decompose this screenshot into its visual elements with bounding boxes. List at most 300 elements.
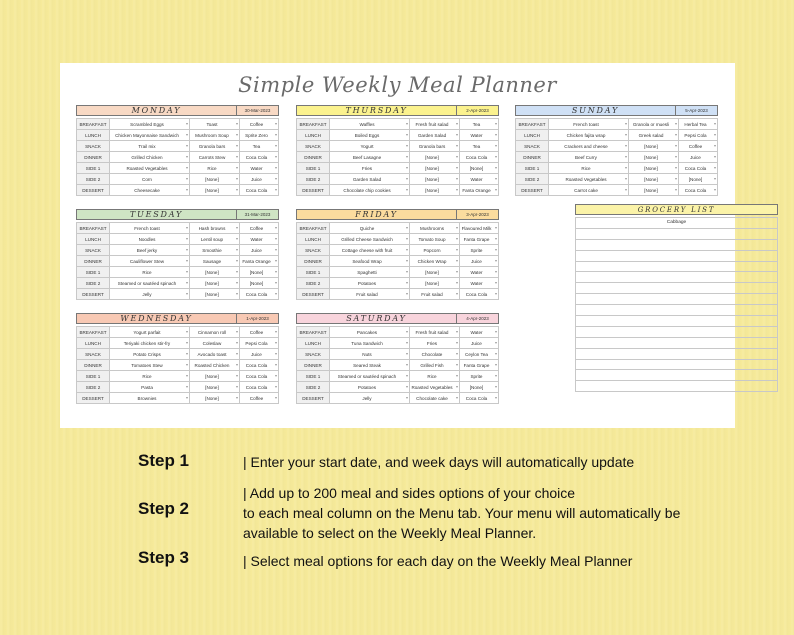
meal-label: BREAKFAST xyxy=(297,119,330,130)
meal-select-cell[interactable]: [None] ▾ xyxy=(629,174,679,185)
meal-label: SIDE 2 xyxy=(77,174,110,185)
meal-select-cell[interactable]: Sprite ▾ xyxy=(460,371,499,382)
day-date[interactable]: 5-Apr-2023 xyxy=(675,106,717,115)
meal-select-cell[interactable]: Potato Crisps ▾ xyxy=(110,349,190,360)
meal-label: SIDE 1 xyxy=(297,371,330,382)
meal-select-cell[interactable]: French toast ▾ xyxy=(549,119,629,130)
meal-select-cell[interactable]: Noodles ▾ xyxy=(110,234,190,245)
meal-row xyxy=(77,349,279,360)
grocery-item[interactable] xyxy=(575,272,778,283)
meal-select-cell[interactable]: Fruit salad ▾ xyxy=(330,289,410,300)
meal-select-cell[interactable]: [None] ▾ xyxy=(629,185,679,196)
meal-select-cell[interactable]: Jelly ▾ xyxy=(330,393,410,404)
meal-label: SNACK xyxy=(297,245,330,256)
meal-select-cell[interactable]: [None] ▾ xyxy=(240,267,279,278)
step-2-label: Step 2 xyxy=(138,499,190,518)
meal-select-cell[interactable]: Tea ▾ xyxy=(460,119,499,130)
meal-select-cell[interactable]: Rice ▾ xyxy=(410,371,460,382)
meal-select-cell[interactable]: Potatoes ▾ xyxy=(330,382,410,393)
meal-label: SIDE 2 xyxy=(516,174,549,185)
meal-row xyxy=(297,360,499,371)
meal-select-cell[interactable]: Rice ▾ xyxy=(110,267,190,278)
meal-select-cell[interactable]: Popcorn ▾ xyxy=(410,245,460,256)
meal-select-cell[interactable]: Jelly ▾ xyxy=(110,289,190,300)
grocery-item[interactable] xyxy=(575,283,778,294)
day-header xyxy=(296,313,499,324)
meal-select-cell[interactable]: Seafood Wrap ▾ xyxy=(330,256,410,267)
meal-select-cell[interactable]: Brownies ▾ xyxy=(110,393,190,404)
meal-row xyxy=(297,245,499,256)
day-name: SATURDAY xyxy=(297,314,456,323)
meal-label: SIDE 1 xyxy=(77,371,110,382)
day-date[interactable]: 2-Apr-2023 xyxy=(456,106,498,115)
meal-label: BREAKFAST xyxy=(297,327,330,338)
meal-select-cell[interactable]: Fanta Grape ▾ xyxy=(460,234,499,245)
meal-label: DESSERT xyxy=(297,185,330,196)
grocery-item[interactable] xyxy=(575,327,778,338)
meal-select-cell[interactable]: Pancakes ▾ xyxy=(330,327,410,338)
day-date[interactable]: 1-Apr-2023 xyxy=(236,314,278,323)
meal-select-cell[interactable]: Grilled Fish ▾ xyxy=(410,360,460,371)
grocery-item[interactable] xyxy=(575,349,778,360)
meal-table xyxy=(76,222,279,300)
grocery-item[interactable] xyxy=(575,316,778,327)
meal-table xyxy=(76,326,279,404)
grocery-item[interactable] xyxy=(575,305,778,316)
meal-table xyxy=(515,118,718,196)
meal-row xyxy=(297,393,499,404)
meal-select-cell[interactable]: Juice ▾ xyxy=(240,349,279,360)
meal-select-cell[interactable]: Teriyaki chicken stir-fry ▾ xyxy=(110,338,190,349)
meal-row xyxy=(297,174,499,185)
meal-select-cell[interactable]: Water ▾ xyxy=(240,234,279,245)
meal-row xyxy=(77,130,279,141)
meal-select-cell[interactable]: Coca Cola ▾ xyxy=(460,152,499,163)
meal-select-cell[interactable]: Granola bars ▾ xyxy=(190,141,240,152)
meal-select-cell[interactable]: Avocado toast ▾ xyxy=(190,349,240,360)
meal-select-cell[interactable]: Flavoured Milk ▾ xyxy=(460,223,499,234)
meal-select-cell[interactable]: Chocolate cake ▾ xyxy=(410,393,460,404)
meal-select-cell[interactable]: Coffee ▾ xyxy=(679,141,718,152)
meal-select-cell[interactable]: Fresh fruit salad ▾ xyxy=(410,119,460,130)
meal-select-cell[interactable]: [None] ▾ xyxy=(410,152,460,163)
day-card-tuesday xyxy=(76,209,279,300)
meal-select-cell[interactable]: Grilled Cheese Sandwich ▾ xyxy=(330,234,410,245)
meal-select-cell[interactable]: Fries ▾ xyxy=(410,338,460,349)
day-card-friday xyxy=(296,209,499,300)
meal-select-cell[interactable]: Coffee ▾ xyxy=(240,119,279,130)
meal-row xyxy=(297,338,499,349)
meal-select-cell[interactable]: Tea ▾ xyxy=(240,141,279,152)
meal-select-cell[interactable]: Juice ▾ xyxy=(240,245,279,256)
meal-select-cell[interactable]: Fresh fruit salad ▾ xyxy=(410,327,460,338)
meal-row xyxy=(77,371,279,382)
meal-select-cell[interactable]: [None] ▾ xyxy=(190,393,240,404)
meal-select-cell[interactable]: Coffee ▾ xyxy=(240,393,279,404)
meal-label: SIDE 2 xyxy=(297,382,330,393)
meal-select-cell[interactable]: [None] ▾ xyxy=(410,267,460,278)
meal-row xyxy=(77,163,279,174)
meal-select-cell[interactable]: Juice ▾ xyxy=(679,152,718,163)
meal-row xyxy=(297,130,499,141)
meal-label: SIDE 1 xyxy=(77,163,110,174)
meal-select-cell[interactable]: Coca Cola ▾ xyxy=(240,371,279,382)
meal-row xyxy=(297,289,499,300)
meal-label: LUNCH xyxy=(77,234,110,245)
meal-select-cell[interactable]: Rice ▾ xyxy=(190,163,240,174)
day-header xyxy=(76,313,279,324)
day-name: MONDAY xyxy=(77,106,236,115)
meal-row xyxy=(297,371,499,382)
meal-select-cell[interactable]: Cinnamon roll ▾ xyxy=(190,327,240,338)
meal-label: DINNER xyxy=(297,152,330,163)
meal-row xyxy=(77,234,279,245)
day-date[interactable]: 31-Mar-2023 xyxy=(236,210,278,219)
grocery-item[interactable] xyxy=(575,338,778,349)
meal-label: LUNCH xyxy=(77,338,110,349)
meal-select-cell[interactable]: Tomato Soup ▾ xyxy=(410,234,460,245)
grocery-item[interactable] xyxy=(575,251,778,262)
day-card-thursday xyxy=(296,105,499,196)
meal-select-cell[interactable]: [None] ▾ xyxy=(679,174,718,185)
meal-row xyxy=(516,185,718,196)
meal-select-cell[interactable]: Water ▾ xyxy=(460,327,499,338)
meal-select-cell[interactable]: [None] ▾ xyxy=(190,382,240,393)
meal-row xyxy=(77,327,279,338)
meal-select-cell[interactable]: Greek salad ▾ xyxy=(629,130,679,141)
meal-label: DESSERT xyxy=(297,289,330,300)
meal-select-cell[interactable]: Waffles ▾ xyxy=(330,119,410,130)
meal-select-cell[interactable]: Carrot cake ▾ xyxy=(549,185,629,196)
meal-select-cell[interactable]: Water ▾ xyxy=(460,174,499,185)
meal-select-cell[interactable]: Sprite Zero ▾ xyxy=(240,130,279,141)
meal-row xyxy=(297,141,499,152)
meal-select-cell[interactable]: French toast ▾ xyxy=(110,223,190,234)
meal-row xyxy=(297,185,499,196)
meal-label: BREAKFAST xyxy=(516,119,549,130)
meal-label: SIDE 2 xyxy=(77,278,110,289)
meal-select-cell[interactable]: [None] ▾ xyxy=(190,278,240,289)
meal-row xyxy=(77,256,279,267)
meal-row xyxy=(297,349,499,360)
meal-select-cell[interactable]: Nuts ▾ xyxy=(330,349,410,360)
meal-select-cell[interactable]: Sprite ▾ xyxy=(460,245,499,256)
meal-select-cell[interactable]: Spaghetti ▾ xyxy=(330,267,410,278)
meal-label: DINNER xyxy=(297,256,330,267)
meal-select-cell[interactable]: Granola or muesli ▾ xyxy=(629,119,679,130)
meal-select-cell[interactable]: [None] ▾ xyxy=(190,267,240,278)
day-name: FRIDAY xyxy=(297,210,456,219)
step-2-text-line: to each meal column on the Menu tab. Your menu will automatically be available to select on the Weekly Meal Planner. xyxy=(243,505,681,541)
meal-select-cell[interactable]: Juice ▾ xyxy=(240,174,279,185)
meal-row xyxy=(516,163,718,174)
meal-row xyxy=(297,382,499,393)
meal-select-cell[interactable]: Fanta Orange ▾ xyxy=(460,185,499,196)
meal-select-cell[interactable]: Roasted Chicken ▾ xyxy=(190,360,240,371)
grocery-list xyxy=(575,204,778,392)
meal-row xyxy=(77,152,279,163)
meal-label: SNACK xyxy=(516,141,549,152)
day-name: TUESDAY xyxy=(77,210,236,219)
meal-select-cell[interactable]: [None] ▾ xyxy=(629,141,679,152)
meal-select-cell[interactable]: Tomatoes Stew ▾ xyxy=(110,360,190,371)
meal-row xyxy=(297,223,499,234)
meal-select-cell[interactable]: Chicken fajita wrap ▾ xyxy=(549,130,629,141)
meal-label: DESSERT xyxy=(297,393,330,404)
meal-select-cell[interactable]: [None] ▾ xyxy=(629,152,679,163)
meal-select-cell[interactable]: Sausage ▾ xyxy=(190,256,240,267)
meal-select-cell[interactable]: Beef Curry ▾ xyxy=(549,152,629,163)
meal-select-cell[interactable]: Coca Cola ▾ xyxy=(240,152,279,163)
meal-label: DESSERT xyxy=(516,185,549,196)
meal-select-cell[interactable]: Yogurt parfait ▾ xyxy=(110,327,190,338)
day-header xyxy=(76,209,279,220)
grocery-item[interactable] xyxy=(575,381,778,392)
meal-table xyxy=(296,222,499,300)
meal-select-cell[interactable]: Crackers and cheese ▾ xyxy=(549,141,629,152)
meal-select-cell[interactable]: Quiche ▾ xyxy=(330,223,410,234)
meal-label: DINNER xyxy=(77,152,110,163)
meal-row xyxy=(516,119,718,130)
day-name: THURSDAY xyxy=(297,106,456,115)
meal-select-cell[interactable]: Coca Cola ▾ xyxy=(679,163,718,174)
meal-label: DINNER xyxy=(77,360,110,371)
meal-row xyxy=(77,223,279,234)
meal-select-cell[interactable]: Pasta ▾ xyxy=(110,382,190,393)
meal-select-cell[interactable]: [None] ▾ xyxy=(190,289,240,300)
meal-select-cell[interactable]: Cauliflower Stew ▾ xyxy=(110,256,190,267)
meal-select-cell[interactable]: Fanta Grape ▾ xyxy=(460,360,499,371)
meal-select-cell[interactable]: Scrambled Eggs ▾ xyxy=(110,119,190,130)
meal-row xyxy=(77,289,279,300)
meal-select-cell[interactable]: Chocolate chip cookies ▾ xyxy=(330,185,410,196)
meal-label: BREAKFAST xyxy=(297,223,330,234)
grocery-item[interactable] xyxy=(575,360,778,371)
meal-select-cell[interactable]: [None] ▾ xyxy=(190,174,240,185)
day-date[interactable]: 3-Apr-2023 xyxy=(456,210,498,219)
meal-label: DESSERT xyxy=(77,185,110,196)
meal-select-cell[interactable]: Coca Cola ▾ xyxy=(240,185,279,196)
meal-label: SNACK xyxy=(77,349,110,360)
meal-label: DESSERT xyxy=(77,393,110,404)
meal-select-cell[interactable]: Steamed or sautéed spinach ▾ xyxy=(330,371,410,382)
meal-label: DESSERT xyxy=(77,289,110,300)
grocery-item[interactable] xyxy=(575,262,778,273)
grocery-item[interactable] xyxy=(575,229,778,240)
meal-table xyxy=(296,118,499,196)
planner-sheet xyxy=(60,63,735,428)
meal-select-cell[interactable]: Beef Lasagne ▾ xyxy=(330,152,410,163)
meal-row xyxy=(77,338,279,349)
meal-row xyxy=(77,119,279,130)
day-header xyxy=(515,105,718,116)
day-date[interactable]: 30-Mar-2023 xyxy=(236,106,278,115)
grocery-item[interactable]: Cabbage xyxy=(575,218,778,229)
meal-select-cell[interactable]: Water ▾ xyxy=(460,267,499,278)
meal-select-cell[interactable]: [None] ▾ xyxy=(410,278,460,289)
meal-select-cell[interactable]: Corn ▾ xyxy=(110,174,190,185)
day-name: SUNDAY xyxy=(516,106,675,115)
meal-label: SNACK xyxy=(77,245,110,256)
step-1-label: Step 1 xyxy=(138,451,190,470)
meal-select-cell[interactable]: Rice ▾ xyxy=(110,371,190,382)
meal-select-cell[interactable]: Water ▾ xyxy=(240,163,279,174)
meal-label: SIDE 2 xyxy=(77,382,110,393)
meal-select-cell[interactable]: Granola bars ▾ xyxy=(410,141,460,152)
meal-label: DINNER xyxy=(77,256,110,267)
meal-row xyxy=(77,278,279,289)
meal-select-cell[interactable]: Roasted Vegetables ▾ xyxy=(410,382,460,393)
meal-select-cell[interactable]: Coca Cola ▾ xyxy=(240,382,279,393)
meal-label: SIDE 1 xyxy=(297,267,330,278)
meal-row xyxy=(77,267,279,278)
meal-select-cell[interactable]: Pepsi Cola ▾ xyxy=(240,338,279,349)
meal-label: SIDE 1 xyxy=(77,267,110,278)
planner-title: Simple Weekly Meal Planner xyxy=(238,73,557,97)
step-3-label: Step 3 xyxy=(138,548,190,567)
meal-select-cell[interactable]: Water ▾ xyxy=(460,130,499,141)
day-card-wednesday xyxy=(76,313,279,404)
meal-label: LUNCH xyxy=(516,130,549,141)
meal-select-cell[interactable]: Grilled Chicken ▾ xyxy=(110,152,190,163)
meal-select-cell[interactable]: Boiled Eggs ▾ xyxy=(330,130,410,141)
meal-select-cell[interactable]: Herbal Tea ▾ xyxy=(679,119,718,130)
meal-select-cell[interactable]: Seared Steak ▾ xyxy=(330,360,410,371)
meal-row xyxy=(297,163,499,174)
meal-row xyxy=(297,327,499,338)
meal-row xyxy=(77,245,279,256)
meal-select-cell[interactable]: Mushroom Soup ▾ xyxy=(190,130,240,141)
meal-row xyxy=(297,278,499,289)
meal-select-cell[interactable]: Beef jerky ▾ xyxy=(110,245,190,256)
meal-select-cell[interactable]: Chocolate ▾ xyxy=(410,349,460,360)
meal-label: SNACK xyxy=(297,349,330,360)
meal-select-cell[interactable]: Coca Cola ▾ xyxy=(240,360,279,371)
meal-select-cell[interactable]: [None] ▾ xyxy=(460,163,499,174)
meal-select-cell[interactable]: Chicken Wrap ▾ xyxy=(410,256,460,267)
meal-row xyxy=(297,256,499,267)
meal-select-cell[interactable]: Carrots Stew ▾ xyxy=(190,152,240,163)
meal-row xyxy=(297,152,499,163)
meal-select-cell[interactable]: Tea ▾ xyxy=(460,141,499,152)
day-header xyxy=(296,105,499,116)
meal-select-cell[interactable]: Garden Salad ▾ xyxy=(410,130,460,141)
meal-select-cell[interactable]: [None] ▾ xyxy=(190,185,240,196)
meal-select-cell[interactable]: Coca Cola ▾ xyxy=(460,289,499,300)
meal-select-cell[interactable]: Fruit salad ▾ xyxy=(410,289,460,300)
meal-select-cell[interactable]: Fanta Orange ▾ xyxy=(240,256,279,267)
meal-label: LUNCH xyxy=(77,130,110,141)
meal-label: SIDE 1 xyxy=(297,163,330,174)
meal-select-cell[interactable]: Toast ▾ xyxy=(190,119,240,130)
meal-row xyxy=(297,119,499,130)
meal-select-cell[interactable]: Potatoes ▾ xyxy=(330,278,410,289)
meal-select-cell[interactable]: [None] ▾ xyxy=(240,278,279,289)
meal-select-cell[interactable]: Smoothie ▾ xyxy=(190,245,240,256)
meal-select-cell[interactable]: Coca Cola ▾ xyxy=(679,185,718,196)
meal-select-cell[interactable]: [None] ▾ xyxy=(629,163,679,174)
meal-row xyxy=(297,267,499,278)
meal-select-cell[interactable]: [None] ▾ xyxy=(410,185,460,196)
meal-select-cell[interactable]: Chicken Mayonnaise Sandwich ▾ xyxy=(110,130,190,141)
day-card-sunday xyxy=(515,105,718,196)
meal-select-cell[interactable]: Yogurt ▾ xyxy=(330,141,410,152)
meal-select-cell[interactable]: Fries ▾ xyxy=(330,163,410,174)
meal-select-cell[interactable]: Rice ▾ xyxy=(549,163,629,174)
meal-select-cell[interactable]: Cottage cheese with fruit ▾ xyxy=(330,245,410,256)
meal-select-cell[interactable]: Coleslaw ▾ xyxy=(190,338,240,349)
meal-label: SNACK xyxy=(297,141,330,152)
grocery-item[interactable] xyxy=(575,240,778,251)
meal-row xyxy=(516,130,718,141)
meal-select-cell[interactable]: Pepsi Cola ▾ xyxy=(679,130,718,141)
meal-label: DINNER xyxy=(297,360,330,371)
step-2-text-line: | Add up to 200 meal and sides options of your choice xyxy=(243,485,576,501)
meal-label: LUNCH xyxy=(297,234,330,245)
day-header xyxy=(296,209,499,220)
meal-select-cell[interactable]: Cheesecake ▾ xyxy=(110,185,190,196)
grocery-item[interactable] xyxy=(575,370,778,381)
meal-label: SIDE 2 xyxy=(297,278,330,289)
meal-row xyxy=(77,360,279,371)
meal-label: BREAKFAST xyxy=(77,327,110,338)
meal-select-cell[interactable]: Ceylon Tea ▾ xyxy=(460,349,499,360)
meal-select-cell[interactable]: [None] ▾ xyxy=(410,163,460,174)
grocery-rows xyxy=(575,217,778,392)
meal-select-cell[interactable]: [None] ▾ xyxy=(410,174,460,185)
meal-select-cell[interactable]: Juice ▾ xyxy=(460,338,499,349)
meal-select-cell[interactable]: [None] ▾ xyxy=(190,371,240,382)
meal-select-cell[interactable]: Roasted Vegetables ▾ xyxy=(549,174,629,185)
meal-label: DINNER xyxy=(516,152,549,163)
meal-select-cell[interactable]: Trail mix ▾ xyxy=(110,141,190,152)
meal-select-cell[interactable]: Coffee ▾ xyxy=(240,223,279,234)
meal-row xyxy=(77,185,279,196)
meal-label: LUNCH xyxy=(297,338,330,349)
meal-select-cell[interactable]: Water ▾ xyxy=(460,278,499,289)
meal-select-cell[interactable]: Roasted Vegetables ▾ xyxy=(110,163,190,174)
meal-select-cell[interactable]: Coca Cola ▾ xyxy=(240,289,279,300)
meal-select-cell[interactable]: [None] ▾ xyxy=(460,382,499,393)
meal-select-cell[interactable]: Mushrooms ▾ xyxy=(410,223,460,234)
meal-label: BREAKFAST xyxy=(77,119,110,130)
step-2-text xyxy=(243,483,733,543)
meal-select-cell[interactable]: Coca Cola ▾ xyxy=(460,393,499,404)
step-3-text: | Select meal options for each day on the Weekly Meal Planner xyxy=(243,553,633,569)
day-date[interactable]: 4-Apr-2023 xyxy=(456,314,498,323)
meal-table xyxy=(76,118,279,196)
meal-select-cell[interactable]: Tuna Sandwich ▾ xyxy=(330,338,410,349)
step-1-text: | Enter your start date, and week days will automatically update xyxy=(243,454,635,470)
meal-select-cell[interactable]: Coffee ▾ xyxy=(240,327,279,338)
day-card-saturday xyxy=(296,313,499,404)
grocery-item[interactable] xyxy=(575,294,778,305)
day-header xyxy=(76,105,279,116)
meal-row xyxy=(77,382,279,393)
meal-row xyxy=(516,141,718,152)
meal-select-cell[interactable]: Hash browns ▾ xyxy=(190,223,240,234)
meal-label: SIDE 2 xyxy=(297,174,330,185)
meal-select-cell[interactable]: Lentil soup ▾ xyxy=(190,234,240,245)
meal-label: SIDE 1 xyxy=(516,163,549,174)
meal-label: SNACK xyxy=(77,141,110,152)
meal-row xyxy=(77,393,279,404)
meal-select-cell[interactable]: Steamed or sautéed spinach ▾ xyxy=(110,278,190,289)
grocery-list-title: GROCERY LIST xyxy=(575,204,778,215)
meal-select-cell[interactable]: Juice ▾ xyxy=(460,256,499,267)
meal-select-cell[interactable]: Garden Salad ▾ xyxy=(330,174,410,185)
meal-label: BREAKFAST xyxy=(77,223,110,234)
